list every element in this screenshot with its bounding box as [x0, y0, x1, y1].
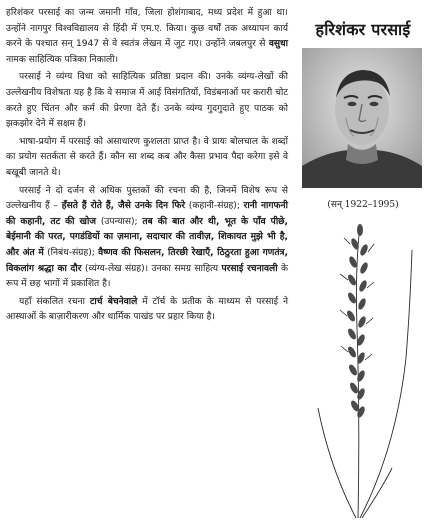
grass-illustration [300, 218, 420, 523]
bio-paragraph-5 [6, 295, 288, 326]
bio-text: परसाई ने दो दर्जन से अधिक पुस्तकों की रचना की है, जिनमें विशेष रूप से उल्लेखनीय हैं – [6, 185, 288, 212]
author-name: हरिशंकर परसाई [315, 20, 411, 39]
bio-text: के रूप में छह भागों में प्रकाशित है। [6, 263, 288, 290]
author-photo [302, 48, 422, 188]
bio-text: नामक साहित्यिक पत्रिका निकाली। [6, 54, 119, 65]
photo-caption: (सन् 1922–1995) [327, 200, 399, 210]
book-titles: तब की बात और थी, भूत के पाँव पीछे, बेईमानी की परत, पगडंडियों का ज़माना, सदाचार की तावीज़, शिकायत मुझे भी है, और अंत में [6, 216, 288, 258]
bio-text: हरिशंकर परसाई का जन्म जमानी गाँव, जिला होशंगाबाद, मध्य प्रदेश में हुआ था। उन्होंने नागपुर विश्वविद्यालय से हिंदी में एम.ए. किया। कुछ वर्षों तक अध्यापन कार्य करने के पश्चात सन् 1947 से वे स्वतंत्र लेखन में जुट गए। उन्होंने जबलपुर से [6, 8, 288, 50]
bio-text: उनका समग्र साहित्य [151, 263, 219, 274]
bio-text: यहाँ संकलित रचना [19, 296, 85, 307]
author-sidebar [294, 0, 430, 529]
genre-label: (कहानी-संग्रह); [188, 201, 240, 212]
genre-label: (उपन्यास); [100, 216, 138, 227]
genre-label: (व्यंग्य-लेख संग्रह)। [84, 263, 149, 274]
magazine-name: वसुधा [268, 39, 288, 50]
bio-text: में टॉर्च के प्रतीक के माध्यम से परसाई ने आस्थाओं के बाज़ारीकरण और धार्मिक पाखंड पर प्रहार किया है। [6, 296, 288, 323]
bio-paragraph-3: भाषा-प्रयोग में परसाई को असाधारण कुशलता प्राप्त है। वे प्रायः बोलचाल के शब्दों का प्रयोग सतर्कता से करते हैं। कौन सा शब्द कब और कैसा प्रभाव पैदा करेगा इसे वे बखूबी जानते थे। [6, 136, 288, 178]
bio-paragraph-2: परसाई ने व्यंग्य विधा को साहित्यिक प्रतिष्ठा प्रदान की। उनके व्यंग्य-लेखों की उल्लेखनीय विशेषता यह है कि वे समाज में आई विसंगतियों, विडंबनाओं पर करारी चोट करते हुए चिंतन और कर्म की प्रेरणा देते हैं। उनके व्यंग्य गुदगुदाते हुए पाठक को झकझोर देने में सक्षम हैं। [6, 72, 288, 130]
lesson-title: टार्च बेचनेवाले [89, 296, 138, 307]
book-titles: वैष्णव की फिसलन, तिरछी रेखाएँ, ठिठुरता हुआ गणतंत्र, विकलांग श्रद्धा का दौर [6, 247, 288, 274]
book-titles: रानी नागफनी की कहानी, तट की खोज [6, 201, 288, 227]
bio-paragraph-1 [6, 6, 288, 68]
collected-works-title: परसाई रचनावली [221, 263, 278, 274]
author-biography [6, 6, 288, 328]
book-titles: हँसते हैं रोते हैं, जैसे उनके दिन फिरे [61, 201, 186, 212]
bio-paragraph-4 [6, 184, 288, 293]
genre-label: (निबंध-संग्रह); [47, 247, 95, 258]
